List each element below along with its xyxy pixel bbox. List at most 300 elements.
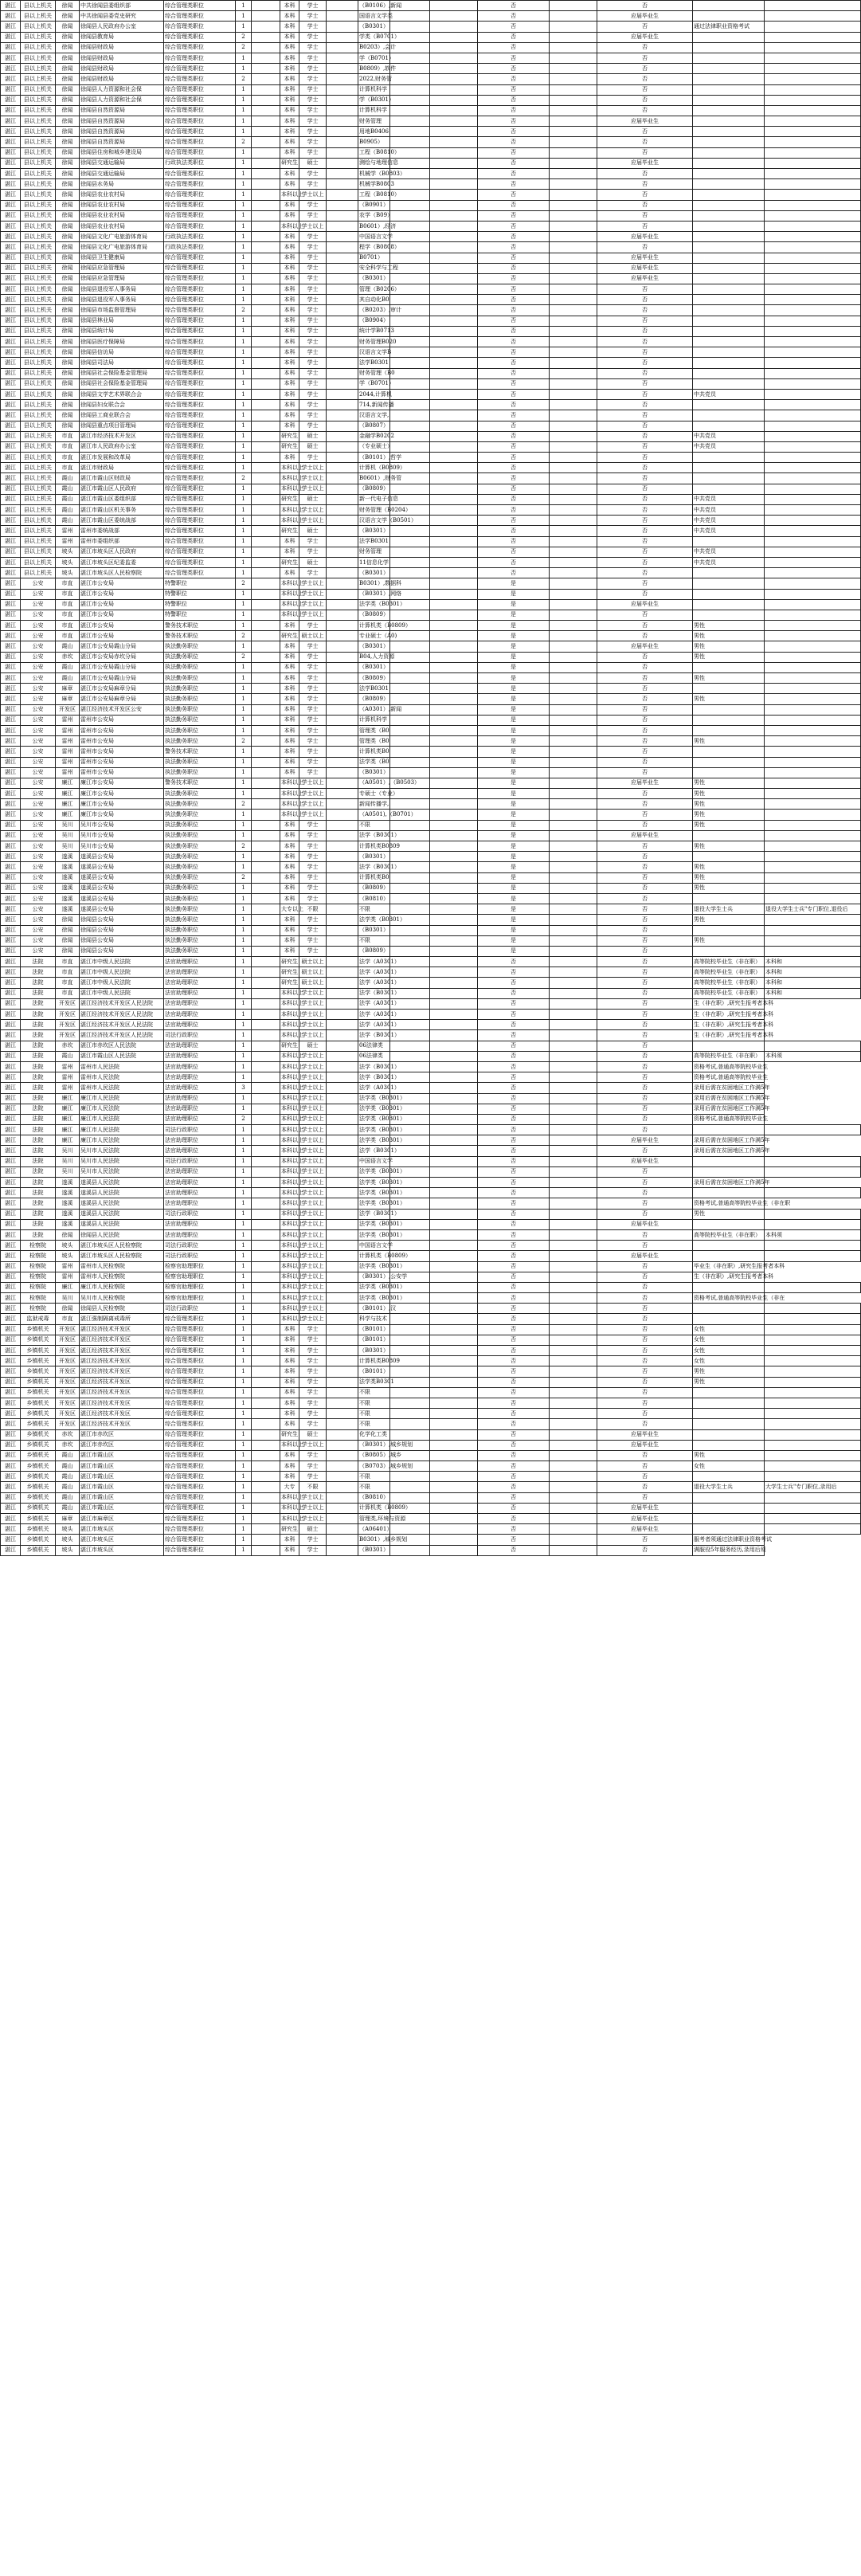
cell-region: 湛江	[1, 904, 21, 915]
cell-blank-2	[327, 1398, 358, 1408]
cell-blank-3	[390, 1492, 430, 1503]
cell-blank	[252, 421, 280, 431]
cell-blank	[252, 704, 280, 715]
cell-blank-3	[390, 1051, 430, 1061]
cell-region: 湛江	[1, 1051, 21, 1061]
cell-graduate-req: 否	[597, 747, 693, 757]
cell-graduate-req: 应届毕业生	[597, 599, 693, 610]
cell-unit-type: 公安	[21, 893, 56, 904]
cell-graduate-req: 否	[597, 347, 693, 358]
cell-position-type: 综合管理类职位	[164, 1398, 236, 1408]
cell-blank-4	[430, 1293, 478, 1304]
cell-other-req: 毕业生（非在职）,研究生报考者本科	[693, 1261, 765, 1272]
cell-position-type: 综合管理类职位	[164, 389, 236, 399]
cell-area: 开发区	[56, 1387, 80, 1398]
cell-education: 本科	[280, 662, 299, 672]
cell-area: 徐闻	[56, 95, 80, 105]
cell-blank-2	[327, 998, 358, 1009]
cell-unit-name: 徐闻县司法局	[80, 358, 164, 368]
cell-position-type: 综合管理类职位	[164, 1, 236, 11]
cell-major: 2044,计算机	[358, 389, 390, 399]
cell-education: 本科	[280, 368, 299, 378]
cell-other-req	[693, 568, 765, 578]
cell-blank-5	[550, 1335, 597, 1345]
cell-blank	[252, 42, 280, 53]
cell-blank	[252, 1304, 280, 1314]
cell-blank-4	[430, 1492, 478, 1503]
cell-unit-type: 法院	[21, 1178, 56, 1188]
cell-blank-4	[430, 1419, 478, 1429]
cell-education: 本科	[280, 915, 299, 925]
cell-education: 本科	[280, 1, 299, 11]
cell-headcount: 1	[236, 1314, 252, 1324]
cell-graduate-req: 应届毕业生	[597, 253, 693, 263]
cell-region: 湛江	[1, 1535, 21, 1545]
cell-blank-4	[430, 316, 478, 326]
cell-blank	[252, 516, 280, 526]
cell-political-req: 否	[478, 11, 550, 22]
cell-blank	[252, 715, 280, 725]
cell-headcount: 1	[236, 1, 252, 11]
cell-political-req: 否	[478, 1125, 550, 1135]
cell-education: 本科	[280, 568, 299, 578]
table-row	[1, 137, 861, 147]
cell-degree: 学士	[299, 1472, 327, 1482]
cell-major: 法学（B0301）	[358, 1030, 390, 1041]
cell-other-req	[693, 767, 765, 778]
cell-unit-type: 县以上机关	[21, 378, 56, 389]
cell-major: 计算机科学	[358, 84, 390, 95]
cell-major: 专硕士（专业）	[358, 789, 390, 799]
cell-degree: 学士	[299, 389, 327, 399]
cell-blank-3	[390, 1377, 430, 1387]
cell-blank-3	[390, 568, 430, 578]
cell-unit-name: 徐闻县财政局	[80, 53, 164, 63]
cell-notes	[765, 337, 861, 347]
cell-political-req: 是	[478, 935, 550, 946]
cell-graduate-req: 否	[597, 137, 693, 147]
cell-blank-3	[390, 326, 430, 336]
cell-graduate-req: 否	[597, 326, 693, 336]
cell-region: 湛江	[1, 684, 21, 694]
cell-other-req	[693, 232, 765, 242]
cell-political-req: 否	[478, 988, 550, 998]
cell-position-type: 综合管理类职位	[164, 547, 236, 557]
cell-degree: 学士	[299, 1461, 327, 1472]
cell-graduate-req: 否	[597, 1051, 693, 1061]
table-row	[1, 1324, 861, 1335]
cell-notes	[765, 631, 861, 641]
cell-blank-2	[327, 32, 358, 42]
table-row	[1, 904, 861, 915]
cell-political-req: 是	[478, 736, 550, 747]
cell-education: 本科以上	[280, 988, 299, 998]
cell-blank	[252, 621, 280, 631]
cell-area: 雷州	[56, 1083, 80, 1093]
cell-headcount: 1	[236, 810, 252, 820]
cell-blank-5	[550, 389, 597, 399]
cell-blank-3	[390, 547, 430, 557]
cell-unit-name: 徐闻县林业局	[80, 316, 164, 326]
cell-notes	[765, 589, 861, 599]
cell-education: 本科以上	[280, 190, 299, 200]
cell-political-req: 否	[478, 1440, 550, 1450]
cell-blank-3	[390, 1304, 430, 1314]
cell-blank-5	[550, 179, 597, 190]
cell-graduate-req: 否	[597, 431, 693, 441]
cell-blank-3	[390, 53, 430, 63]
cell-region: 湛江	[1, 767, 21, 778]
cell-blank-3	[390, 694, 430, 704]
cell-graduate-req: 否	[597, 84, 693, 95]
cell-graduate-req: 否	[597, 1241, 693, 1251]
cell-major: （B0106）,新闻	[358, 1, 390, 11]
cell-graduate-req: 否	[597, 810, 693, 820]
cell-blank	[252, 998, 280, 1009]
cell-blank	[252, 1083, 280, 1093]
cell-unit-name: 廉江市人民法院	[80, 1093, 164, 1104]
cell-blank-3	[390, 232, 430, 242]
cell-graduate-req: 否	[597, 799, 693, 810]
cell-other-req	[693, 337, 765, 347]
cell-headcount: 2	[236, 42, 252, 53]
cell-unit-name: 遂溪县公安局	[80, 893, 164, 904]
cell-unit-type: 公安	[21, 652, 56, 662]
cell-blank-2	[327, 536, 358, 547]
cell-notes	[765, 820, 861, 830]
table-row	[1, 1178, 861, 1188]
cell-unit-name: 徐闻县社会保险基金管理局	[80, 378, 164, 389]
cell-position-type: 执法勤务职位	[164, 725, 236, 735]
cell-blank-5	[550, 494, 597, 504]
cell-area: 开发区	[56, 1398, 80, 1408]
cell-unit-type: 县以上机关	[21, 284, 56, 295]
cell-unit-name: 遂溪县公安局	[80, 862, 164, 872]
cell-notes	[765, 862, 861, 872]
cell-major: （B0810）	[358, 893, 390, 904]
table-row	[1, 778, 861, 788]
table-row	[1, 232, 861, 242]
cell-position-type: 法官助理职位	[164, 1178, 236, 1188]
cell-political-req: 否	[478, 1472, 550, 1482]
cell-unit-name: 湛江经济技术开发区人民法院	[80, 1010, 164, 1020]
cell-region: 湛江	[1, 1429, 21, 1440]
cell-unit-type: 检察院	[21, 1293, 56, 1304]
cell-headcount: 1	[236, 95, 252, 105]
cell-other-req	[693, 1304, 765, 1314]
cell-education: 本科	[280, 852, 299, 862]
cell-graduate-req: 否	[597, 568, 693, 578]
cell-blank-2	[327, 1461, 358, 1472]
cell-blank-5	[550, 715, 597, 725]
cell-area: 麻章	[56, 1514, 80, 1524]
cell-major: 不限	[358, 1409, 390, 1419]
cell-blank	[252, 1104, 280, 1114]
cell-unit-type: 乡镇机关	[21, 1398, 56, 1408]
cell-major: 不限	[358, 904, 390, 915]
cell-region: 湛江	[1, 1324, 21, 1335]
table-row	[1, 1356, 861, 1366]
cell-notes	[765, 704, 861, 715]
cell-graduate-req: 否	[597, 1010, 693, 1020]
cell-blank-4	[430, 64, 478, 74]
cell-blank-3	[390, 1524, 430, 1535]
cell-blank	[252, 578, 280, 589]
cell-education: 本科	[280, 273, 299, 284]
cell-blank	[252, 1125, 280, 1135]
cell-region: 湛江	[1, 830, 21, 841]
cell-education: 本科	[280, 295, 299, 305]
cell-region: 湛江	[1, 11, 21, 22]
cell-political-req: 是	[478, 830, 550, 841]
cell-major: 学（B0301）	[358, 95, 390, 105]
cell-blank-2	[327, 904, 358, 915]
cell-region: 湛江	[1, 64, 21, 74]
cell-graduate-req: 否	[597, 767, 693, 778]
cell-unit-type: 法院	[21, 1166, 56, 1177]
cell-degree: 学士	[299, 273, 327, 284]
cell-unit-type: 县以上机关	[21, 169, 56, 179]
cell-political-req: 否	[478, 1251, 550, 1261]
cell-blank-3	[390, 400, 430, 410]
cell-blank-2	[327, 484, 358, 494]
cell-position-type: 综合管理类职位	[164, 127, 236, 137]
cell-graduate-req: 否	[597, 862, 693, 872]
cell-area: 徐闻	[56, 200, 80, 210]
cell-position-type: 执法勤务职位	[164, 893, 236, 904]
table-row	[1, 284, 861, 295]
table-row	[1, 1387, 861, 1398]
cell-blank-3	[390, 872, 430, 883]
cell-area: 吴川	[56, 1146, 80, 1156]
cell-region: 湛江	[1, 32, 21, 42]
cell-education: 本科	[280, 641, 299, 652]
cell-blank-5	[550, 1146, 597, 1156]
cell-graduate-req: 否	[597, 473, 693, 484]
cell-blank	[252, 978, 280, 988]
cell-headcount: 1	[236, 641, 252, 652]
cell-notes	[765, 263, 861, 273]
cell-area: 徐闻	[56, 137, 80, 147]
cell-major: 不限	[358, 1472, 390, 1482]
cell-blank-5	[550, 74, 597, 84]
cell-graduate-req: 否	[597, 536, 693, 547]
cell-other-req	[693, 1188, 765, 1198]
cell-unit-type: 乡镇机关	[21, 1472, 56, 1482]
cell-blank-4	[430, 662, 478, 672]
cell-education: 本科	[280, 1324, 299, 1335]
cell-region: 湛江	[1, 621, 21, 631]
cell-other-req	[693, 1440, 765, 1450]
cell-headcount: 2	[236, 799, 252, 810]
cell-blank	[252, 1135, 280, 1146]
cell-other-req	[693, 242, 765, 253]
cell-graduate-req: 否	[597, 1545, 693, 1555]
table-row	[1, 810, 861, 820]
cell-notes	[765, 453, 861, 463]
cell-unit-type: 公安	[21, 841, 56, 852]
cell-blank	[252, 410, 280, 421]
cell-blank-2	[327, 179, 358, 190]
cell-region: 湛江	[1, 589, 21, 599]
cell-blank-2	[327, 893, 358, 904]
cell-other-req	[693, 484, 765, 494]
cell-unit-type: 公安	[21, 915, 56, 925]
table-row	[1, 998, 861, 1009]
cell-education: 本科以上	[280, 1104, 299, 1114]
cell-blank	[252, 1472, 280, 1482]
cell-blank	[252, 526, 280, 536]
cell-degree: 学士	[299, 242, 327, 253]
cell-major: （B0809）	[358, 610, 390, 620]
cell-blank-3	[390, 441, 430, 452]
cell-political-req: 否	[478, 1535, 550, 1545]
cell-blank-3	[390, 1335, 430, 1345]
cell-position-type: 执法勤务职位	[164, 820, 236, 830]
cell-political-req: 否	[478, 326, 550, 336]
cell-degree: 学士以上	[299, 1114, 327, 1124]
cell-area: 遂溪	[56, 1209, 80, 1219]
cell-degree: 学士以上	[299, 1188, 327, 1198]
cell-blank-4	[430, 789, 478, 799]
cell-major: B0601）,经济	[358, 221, 390, 231]
cell-position-type: 综合管理类职位	[164, 169, 236, 179]
cell-region: 湛江	[1, 1219, 21, 1229]
cell-headcount: 1	[236, 242, 252, 253]
cell-degree: 学士	[299, 1324, 327, 1335]
cell-area: 徐闻	[56, 179, 80, 190]
cell-political-req: 否	[478, 1020, 550, 1030]
cell-region: 湛江	[1, 1492, 21, 1503]
cell-education: 本科	[280, 704, 299, 715]
cell-degree: 学士以上	[299, 1293, 327, 1304]
cell-other-req	[693, 1241, 765, 1251]
cell-other-req: 女性	[693, 1461, 765, 1472]
cell-political-req: 否	[478, 179, 550, 190]
cell-degree: 硕士	[299, 494, 327, 504]
cell-blank	[252, 641, 280, 652]
cell-unit-type: 县以上机关	[21, 358, 56, 368]
cell-unit-name: 徐闻县文学艺术界联合会	[80, 389, 164, 399]
cell-blank-5	[550, 1324, 597, 1335]
cell-political-req: 否	[478, 316, 550, 326]
cell-blank-2	[327, 22, 358, 32]
cell-other-req	[693, 589, 765, 599]
cell-other-req	[693, 179, 765, 190]
cell-degree: 学士	[299, 893, 327, 904]
cell-other-req: 男性	[693, 883, 765, 893]
cell-political-req: 是	[478, 652, 550, 662]
cell-region: 湛江	[1, 652, 21, 662]
cell-headcount: 2	[236, 32, 252, 42]
cell-education: 本科以上	[280, 1261, 299, 1272]
table-row	[1, 1146, 861, 1156]
cell-blank-5	[550, 1219, 597, 1229]
cell-position-type: 法官助理职位	[164, 1188, 236, 1198]
cell-region: 湛江	[1, 358, 21, 368]
cell-education: 本科以上	[280, 1272, 299, 1282]
table-row	[1, 652, 861, 662]
cell-blank	[252, 64, 280, 74]
cell-blank	[252, 1461, 280, 1472]
cell-position-type: 警务技术职位	[164, 621, 236, 631]
cell-region: 湛江	[1, 1524, 21, 1535]
cell-political-req: 是	[478, 747, 550, 757]
cell-political-req: 否	[478, 147, 550, 158]
cell-notes	[765, 1188, 861, 1198]
cell-notes	[765, 400, 861, 410]
cell-major: 安全科学与工程	[358, 263, 390, 273]
cell-degree: 学士	[299, 1419, 327, 1429]
cell-political-req: 是	[478, 599, 550, 610]
cell-major: （A06401）	[358, 1524, 390, 1535]
cell-other-req: 中共党员	[693, 389, 765, 399]
cell-area: 霞山	[56, 494, 80, 504]
cell-other-req	[693, 190, 765, 200]
cell-education: 本科以上	[280, 1293, 299, 1304]
cell-region: 湛江	[1, 316, 21, 326]
cell-notes	[765, 200, 861, 210]
cell-blank-4	[430, 820, 478, 830]
cell-unit-name: 徐闻县自然资源局	[80, 137, 164, 147]
cell-political-req: 否	[478, 116, 550, 127]
cell-notes	[765, 715, 861, 725]
cell-major: 法学（A0301）	[358, 957, 390, 967]
cell-notes: 大学生士兵"专门职位,录用后	[765, 1482, 861, 1492]
cell-position-type: 检察官助理职位	[164, 1272, 236, 1282]
cell-political-req: 否	[478, 1114, 550, 1124]
cell-blank-3	[390, 893, 430, 904]
cell-blank-5	[550, 547, 597, 557]
cell-position-type: 执法勤务职位	[164, 830, 236, 841]
cell-headcount: 1	[236, 1156, 252, 1166]
cell-blank-3	[390, 725, 430, 735]
cell-notes	[765, 799, 861, 810]
cell-blank	[252, 316, 280, 326]
cell-headcount: 2	[236, 1114, 252, 1124]
cell-degree: 学士	[299, 137, 327, 147]
table-row	[1, 42, 861, 53]
table-row	[1, 1010, 861, 1020]
cell-blank	[252, 1251, 280, 1261]
cell-graduate-req: 否	[597, 1188, 693, 1198]
cell-political-req: 否	[478, 1461, 550, 1472]
cell-unit-type: 县以上机关	[21, 389, 56, 399]
cell-headcount: 1	[236, 516, 252, 526]
cell-education: 本科	[280, 757, 299, 767]
cell-blank-5	[550, 1209, 597, 1219]
cell-unit-name: 湛江市公安局霞山分局	[80, 641, 164, 652]
cell-region: 湛江	[1, 778, 21, 788]
cell-major: 06法律类	[358, 1041, 390, 1051]
cell-region: 湛江	[1, 431, 21, 441]
cell-degree: 学士	[299, 42, 327, 53]
cell-region: 湛江	[1, 1514, 21, 1524]
cell-political-req: 否	[478, 32, 550, 42]
cell-region: 湛江	[1, 694, 21, 704]
cell-blank-2	[327, 1492, 358, 1503]
cell-education: 本科	[280, 830, 299, 841]
cell-unit-name: 湛江市赤坎区	[80, 1429, 164, 1440]
cell-unit-name: 遂溪县人民法院	[80, 1188, 164, 1198]
cell-blank-2	[327, 242, 358, 253]
cell-other-req	[693, 127, 765, 137]
cell-blank-5	[550, 441, 597, 452]
cell-position-type: 法官助理职位	[164, 1020, 236, 1030]
cell-graduate-req: 否	[597, 1083, 693, 1093]
cell-notes	[765, 736, 861, 747]
cell-blank-5	[550, 263, 597, 273]
